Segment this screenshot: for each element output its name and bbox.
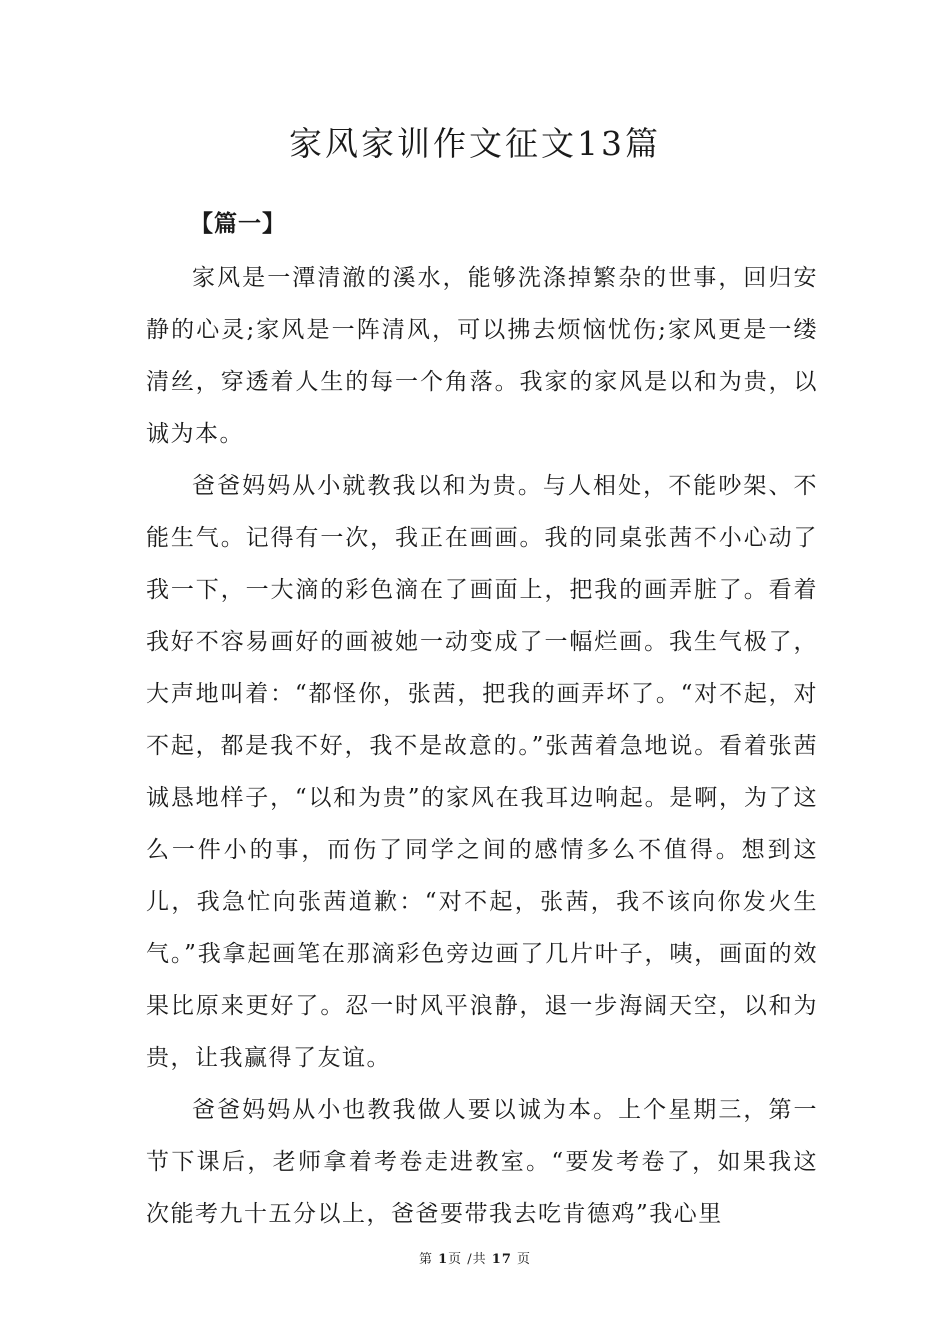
page-title: 家风家训作文征文13篇: [289, 124, 661, 163]
footer-current-page: 1: [438, 1252, 449, 1267]
paragraph-2: 爸爸妈妈从小就教我以和为贵。与人相处，不能吵架、不能生气。记得有一次，我正在画画。我的同桌张茜不小心动了我一下，一大滴的彩色滴在了画面上，把我的画弄脏了。看着我好不容易画好的画被她一动变成了一幅烂画。我生气极了，大声地叫着：“都怪你，张茜，把我的画弄坏了。“对不起，对不起，都是我不好，我不是故意的。”张茜着急地说。看着张茜诚恳地样子，“以和为贵”的家风在我耳边响起。是啊，为了这么一件小的事，而伤了同学之间的感情多么不值得。想到这儿，我急忙向张茜道歉：“对不起，张茜，我不该向你发火生气。”我拿起画笔在那滴彩色旁边画了几片叶子，咦，画面的效果比原来更好了。忍一时风平浪静，退一步海阔天空，以和为贵，让我赢得了友谊。: [146, 473, 818, 1071]
paragraph-1: 家风是一潭清澈的溪水，能够洗涤掉繁杂的世事，回归安静的心灵;家风是一阵清风，可以拂去烦恼忧伤;家风更是一缕清丝，穿透着人生的每一个角落。我家的家风是以和为贵，以诚为本。: [146, 265, 818, 447]
document-body: [146, 200, 818, 1240]
page-footer: [0, 1248, 950, 1267]
footer-prefix: 第: [418, 1252, 433, 1267]
footer-total-pages: 17: [491, 1252, 512, 1267]
paragraph-3: 爸爸妈妈从小也教我做人要以诚为本。上个星期三，第一节下课后，老师拿着考卷走进教室。“要发考卷了，如果我这次能考九十五分以上，爸爸要带我去吃肯德鸡”我心里: [146, 1097, 818, 1227]
footer-middle: 页 /共: [448, 1252, 487, 1267]
section-heading: 【篇一】: [190, 210, 286, 237]
footer-suffix: 页: [517, 1252, 532, 1267]
